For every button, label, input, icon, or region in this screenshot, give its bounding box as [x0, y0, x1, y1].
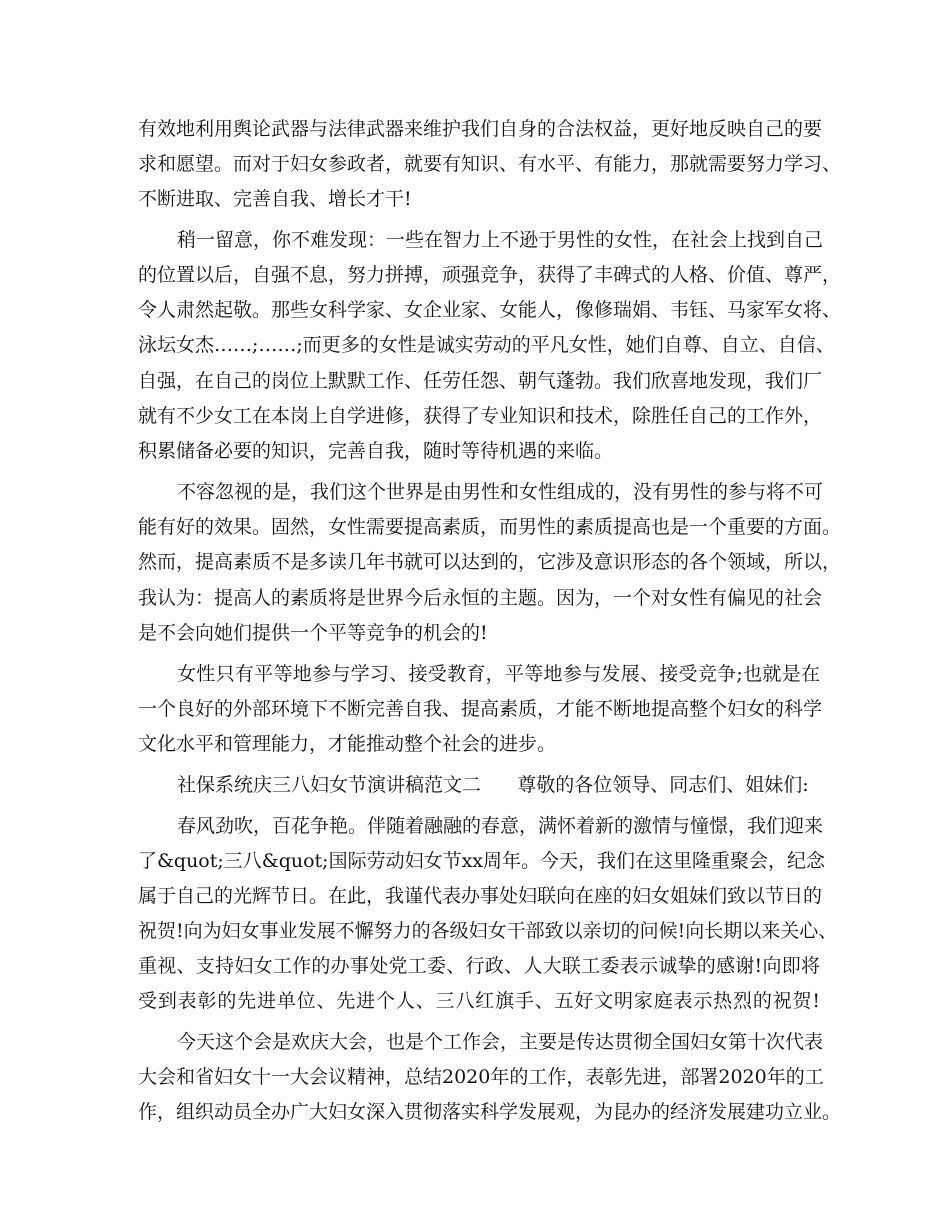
text-line-20: 春风劲吹，百花争艳。伴随着融融的春意，满怀着新的激情与憧憬，我们迎来 [177, 815, 824, 837]
text-line-14: 我认为：提高人的素质将是世界今后永恒的主题。因为，一个对女性有偏见的社会 [138, 587, 823, 609]
text-line-26: 今天这个会是欢庆大会，也是个工作会，主要是传达贯彻全国妇女第十次代表 [177, 1031, 824, 1053]
text-line-15: 是不会向她们提供一个平等竞争的机会的! [138, 622, 488, 644]
text-line-10: 积累储备必要的知识，完善自我，随时等待机遇的来临。 [138, 440, 614, 462]
text-line-25: 受到表彰的先进单位、先进个人、三八红旗手、五好文明家庭表示热烈的祝贺! [138, 990, 821, 1012]
text-line-21: 了&quot;三八&quot;国际劳动妇女节xx周年。今天，我们在这里隆重聚会，纪念 [138, 850, 826, 872]
text-line-27: 大会和省妇女十一大会议精神，总结2020年的工作，表彰先进，部署2020年的工 [138, 1066, 824, 1088]
text-line-6: 令人肃然起敬。那些女科学家、女企业家、女能人，像修瑞娟、韦钰、马家军女将、 [138, 299, 842, 321]
text-line-1: 有效地利用舆论武器与法律武器来维护我们自身的合法权益，更好地反映自己的要 [138, 118, 823, 140]
text-line-23: 祝贺!向为妇女事业发展不懈努力的各级妇女干部致以亲切的问候!向长期以来关心、 [138, 920, 838, 942]
text-line-22: 属于自己的光辉节日。在此，我谨代表办事处妇联向在座的妇女姐妹们致以节日的 [138, 885, 823, 907]
text-line-17: 一个良好的外部环境下不断完善自我、提高素质，才能不断地提高整个妇女的科学 [138, 698, 823, 720]
text-line-11: 不容忽视的是，我们这个世界是由男性和女性组成的，没有男性的参与将不可 [177, 481, 824, 503]
text-line-2: 求和愿望。而对于妇女参政者，就要有知识、有水平、有能力，那就需要努力学习、 [138, 153, 842, 175]
text-line-18: 文化水平和管理能力，才能推动整个社会的进步。 [138, 733, 557, 755]
text-line-7: 泳坛女杰……;……;而更多的女性是诚实劳动的平凡女性，她们自尊、自立、自信、 [138, 334, 835, 356]
text-line-16: 女性只有平等地参与学习、接受教育，平等地参与发展、接受竞争;也就是在 [177, 663, 821, 685]
text-line-12: 能有好的效果。固然，女性需要提高素质，而男性的素质提高也是一个重要的方面。 [138, 516, 842, 538]
text-line-5: 的位置以后，自强不息，努力拼搏，顽强竞争，获得了丰碑式的人格、价值、尊严， [138, 264, 842, 286]
text-line-24: 重视、支持妇女工作的办事处党工委、行政、人大联工委表示诚挚的感谢!向即将 [138, 955, 821, 977]
text-line-13: 然而，提高素质不是多读几年书就可以达到的，它涉及意识形态的各个领域，所以， [138, 551, 842, 573]
text-line-4: 稍一留意，你不难发现：一些在智力上不逊于男性的女性，在社会上找到自己 [177, 229, 824, 251]
text-line-3: 不断进取、完善自我、增长才干! [138, 188, 412, 210]
text-line-19: 社保系统庆三八妇女节演讲稿范文二 尊敬的各位领导、同志们、姐妹们: [177, 774, 809, 796]
text-line-9: 就有不少女工在本岗上自学进修，获得了专业知识和技术，除胜任自己的工作外， [138, 405, 823, 427]
text-line-8: 自强，在自己的岗位上默默工作、任劳任怨、朝气蓬勃。我们欣喜地发现，我们厂 [138, 370, 823, 392]
text-line-28: 作，组织动员全办广大妇女深入贯彻落实科学发展观，为昆办的经济发展建功立业。 [138, 1101, 842, 1123]
